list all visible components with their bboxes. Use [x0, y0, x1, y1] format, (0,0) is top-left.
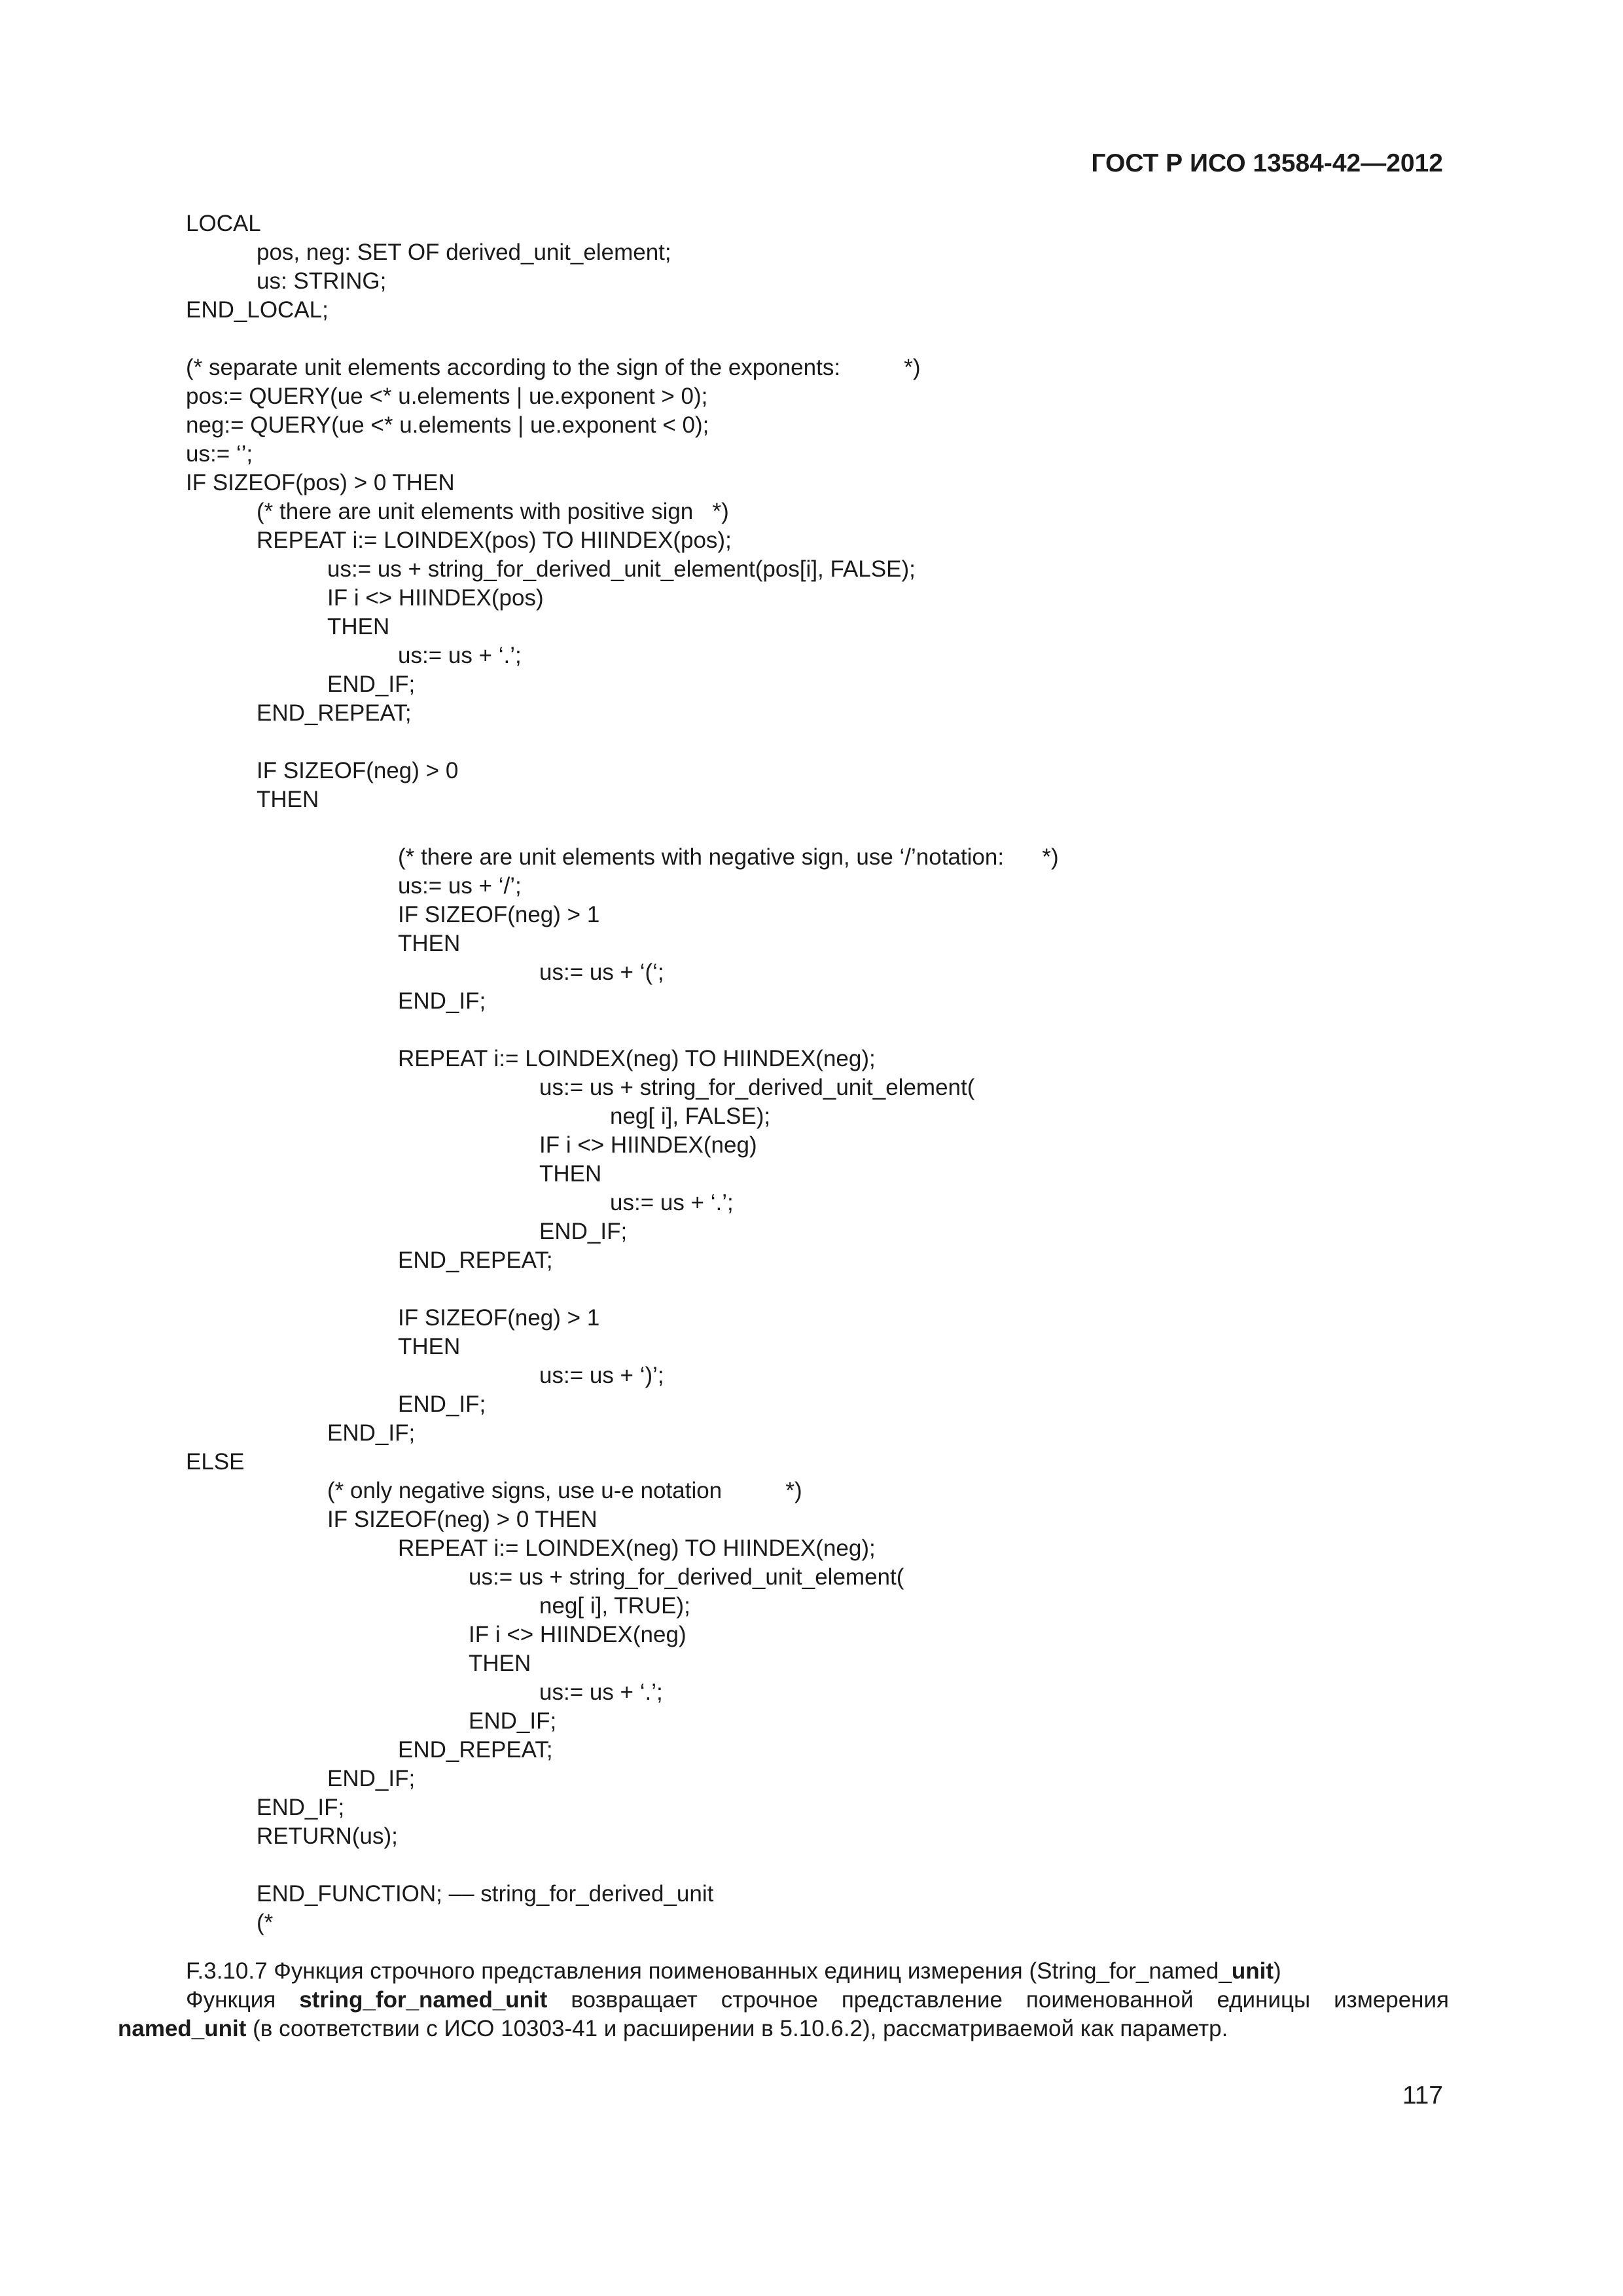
code-line: END_IF;: [327, 1420, 416, 1446]
code-line: THEN: [398, 931, 461, 956]
code-line: us:= us + string_for_derived_unit_element(: [539, 1075, 975, 1100]
code-line: (* only negative signs, use u-e notation *): [327, 1478, 802, 1503]
code-line: ELSE: [186, 1449, 245, 1475]
code-line: END_REPEAT;: [398, 1737, 553, 1763]
section-heading-suffix: ): [1273, 1958, 1281, 1984]
code-line: IF i <> HIINDEX(neg): [539, 1132, 757, 1158]
code-line: END_IF;: [327, 1766, 416, 1791]
code-line: REPEAT i:= LOINDEX(pos) TO HIINDEX(pos);: [257, 528, 732, 553]
code-line: THEN: [327, 614, 390, 639]
code-line: END_LOCAL;: [186, 297, 329, 323]
standard-header: ГОСТ Р ИСО 13584-42—2012: [1091, 149, 1443, 177]
paragraph-lead: Функция: [186, 1987, 300, 2013]
code-line: END_IF;: [539, 1219, 628, 1244]
code-line: END_REPEAT;: [257, 700, 412, 726]
code-line: END_REPEAT;: [398, 1247, 553, 1273]
code-line: THEN: [539, 1161, 602, 1187]
code-line: us:= us + string_for_derived_unit_element(pos[i], FALSE);: [327, 556, 916, 582]
code-line: END_FUNCTION; –– string_for_derived_unit: [257, 1881, 714, 1907]
code-line: us:= us + ‘.’;: [539, 1679, 663, 1705]
code-line: END_IF;: [398, 988, 486, 1014]
code-line: pos, neg: SET OF derived_unit_element;: [257, 240, 671, 265]
code-line: IF i <> HIINDEX(neg): [469, 1622, 687, 1647]
code-line: neg:= QUERY(ue <* u.elements | ue.exponent < 0);: [186, 412, 709, 438]
paragraph-rest-1: возвращает строчное представление поименованной единицы измерения: [547, 1987, 1449, 2013]
paragraph-rest-2: (в соответствии с ИСО 10303-41 и расширении в 5.10.6.2), рассматриваемой как параметр.: [246, 2016, 1228, 2041]
code-line: END_IF;: [398, 1391, 486, 1417]
code-line: us:= us + ‘.’;: [610, 1190, 734, 1215]
code-line: (* separate unit elements according to the sign of the exponents: *): [186, 355, 921, 380]
code-line: pos:= QUERY(ue <* u.elements | ue.exponent > 0);: [186, 384, 708, 409]
code-line: REPEAT i:= LOINDEX(neg) TO HIINDEX(neg);: [398, 1535, 876, 1561]
code-line: IF SIZEOF(neg) > 1: [398, 1305, 600, 1331]
code-line: IF SIZEOF(neg) > 0: [257, 758, 459, 783]
code-line: us:= us + ‘.’;: [398, 643, 522, 668]
function-name: string_for_named_unit: [299, 1987, 548, 2013]
code-line: IF SIZEOF(neg) > 1: [398, 902, 600, 927]
code-line: THEN: [398, 1334, 461, 1359]
code-line: REPEAT i:= LOINDEX(neg) TO HIINDEX(neg);: [398, 1046, 876, 1071]
code-line: us: STRING;: [257, 268, 387, 294]
code-line: IF i <> HIINDEX(pos): [327, 585, 544, 611]
paragraph-line-2: [118, 2015, 1449, 2043]
code-line: END_IF;: [327, 672, 416, 697]
code-line: neg[ i], FALSE);: [610, 1103, 771, 1129]
code-line: us:= us + ‘(‘;: [539, 960, 664, 985]
code-line: us:= us + string_for_derived_unit_element(: [469, 1564, 904, 1590]
code-line: RETURN(us);: [257, 1823, 398, 1849]
code-line: us:= us + ‘/’;: [398, 873, 522, 899]
page-number: 117: [1402, 2081, 1443, 2109]
parameter-name: named_unit: [118, 2016, 247, 2041]
section-heading: [186, 1957, 1449, 1986]
code-line: (*: [257, 1910, 274, 1935]
section-heading-prefix: F.3.10.7 Функция строчного представления поименованных единиц измерения (String_for_named_: [186, 1958, 1232, 1984]
code-line: END_IF;: [257, 1795, 345, 1820]
code-line: THEN: [257, 787, 319, 812]
code-line: (* there are unit elements with positive sign *): [257, 499, 729, 524]
code-line: LOCAL: [186, 211, 261, 236]
code-line: neg[ i], TRUE);: [539, 1593, 690, 1619]
code-line: IF SIZEOF(pos) > 0 THEN: [186, 470, 455, 495]
code-line: us:= ‘’;: [186, 441, 253, 467]
code-line: END_IF;: [469, 1708, 557, 1734]
code-line: IF SIZEOF(neg) > 0 THEN: [327, 1507, 597, 1532]
section-heading-bold: unit: [1231, 1958, 1274, 1984]
paragraph-line-1: [118, 1986, 1449, 2015]
code-line: THEN: [469, 1651, 531, 1676]
description-paragraph: [118, 1986, 1449, 2043]
code-line: us:= us + ‘)’;: [539, 1363, 664, 1388]
code-line: (* there are unit elements with negative sign, use ‘/’notation: *): [398, 844, 1059, 870]
